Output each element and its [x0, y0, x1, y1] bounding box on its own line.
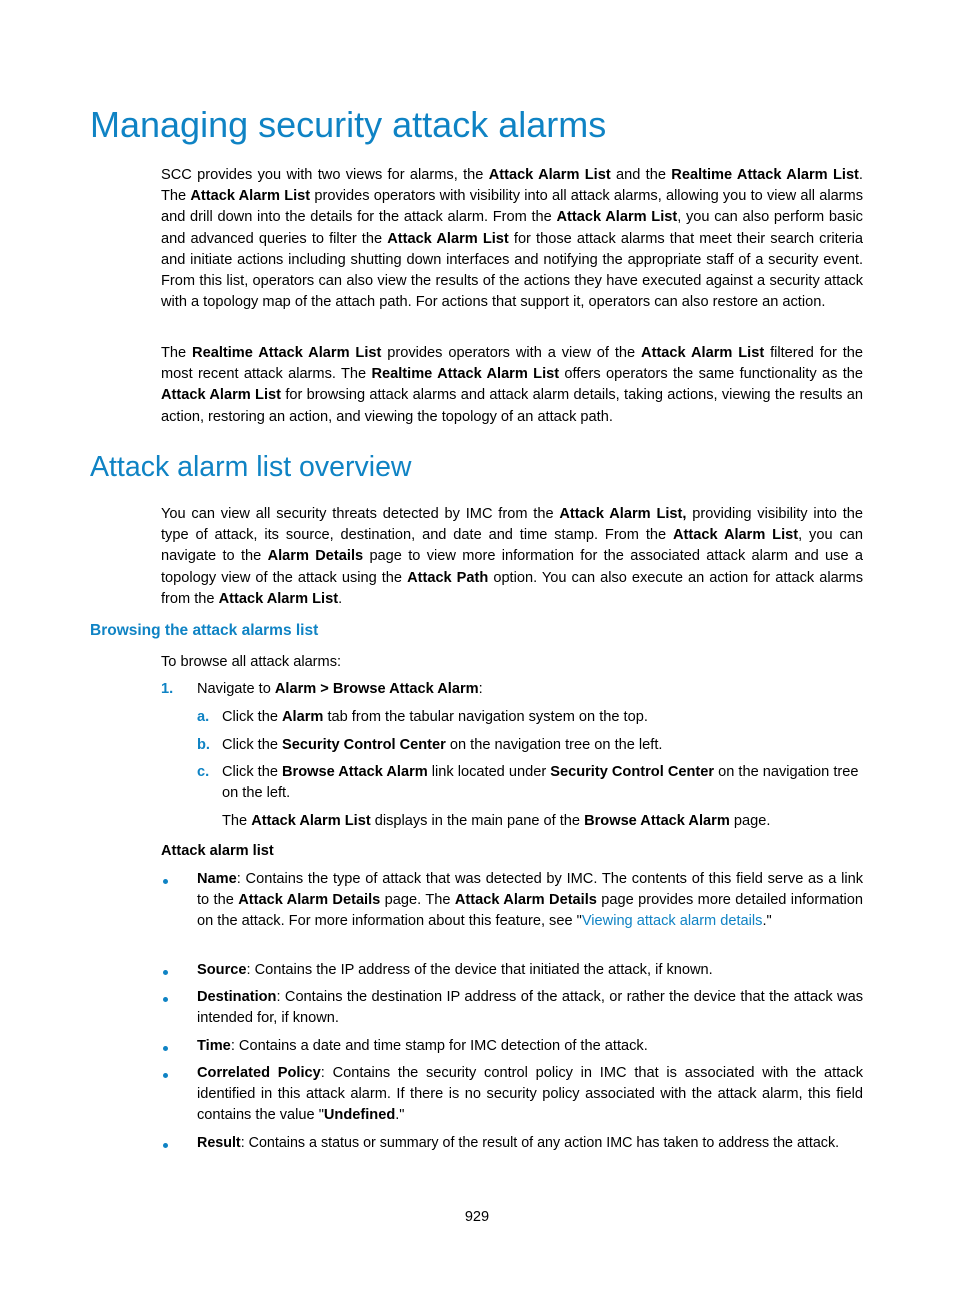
bold-term: Security Control Center — [282, 737, 446, 753]
bold-term: Attack Alarm List, — [559, 506, 687, 522]
bold-term: Attack Alarm List — [190, 188, 311, 205]
text: : Contains the security control policy in IMC that is associated with the attack identified in this attack alarm. If there is no security policy associated with the attack alarm, this field contains the value " — [197, 1065, 863, 1123]
text: page provides more detailed information on the attack. For more information about this feature, see " — [197, 892, 863, 929]
bullet-source — [197, 960, 713, 981]
browse-intro: To browse all attack alarms: — [161, 654, 342, 670]
text: on the navigation tree on the left. — [222, 764, 859, 801]
step-result-text — [222, 811, 770, 832]
bold-term: Undefined — [323, 1107, 396, 1123]
text: The — [222, 813, 252, 829]
bold-term: Attack Alarm List — [673, 527, 799, 544]
text: provides operators with visibility into all attack alarms, allowing you to view all alarms and drill down into the details for the attack alarm. From the — [161, 188, 863, 226]
text: Navigate to — [197, 681, 275, 697]
bold-term: Attack Alarm List — [556, 209, 678, 226]
bullet-name — [197, 869, 863, 932]
bold-term: Time — [197, 1038, 231, 1054]
bold-term: Attack Alarm List — [161, 387, 282, 404]
text: option. You can also execute an action for attack alarms from the — [161, 569, 863, 607]
text: , you can navigate to the — [161, 527, 863, 565]
text: You can view all security threats detected by IMC from the — [161, 506, 560, 522]
text: : Contains the IP address of the device that initiated the attack, if known. — [246, 962, 713, 978]
list-heading: Attack alarm list — [161, 843, 274, 859]
page-number: 929 — [464, 1209, 490, 1225]
bold-term: Alarm Details — [267, 548, 364, 565]
page-title: Managing security attack alarms — [90, 104, 607, 145]
subsection-title: Browsing the attack alarms list — [90, 622, 319, 639]
bullet-icon — [163, 1046, 168, 1051]
text: page. The — [380, 892, 455, 908]
bold-term: Alarm — [282, 709, 324, 725]
text: offers operators the same functionality as the — [559, 366, 863, 383]
text: page to view more information for the associated attack alarm and use a topology view of the attack using the — [161, 548, 863, 586]
text: The — [161, 345, 193, 361]
intro-paragraph-1 — [161, 165, 863, 313]
text: on the navigation tree on the left. — [445, 737, 663, 753]
text: displays in the main pane of the — [370, 813, 585, 829]
bold-term: Name — [197, 871, 237, 887]
bold-term: Attack Alarm List — [387, 230, 509, 247]
step-c-letter: c. — [197, 764, 210, 780]
bold-term: Attack Alarm Details — [454, 892, 597, 908]
text: Click the — [222, 764, 283, 780]
bold-term: Alarm > Browse Attack Alarm — [274, 681, 479, 697]
intro-paragraph-2 — [161, 343, 863, 428]
step-c-text — [222, 762, 863, 804]
bullet-icon — [163, 1143, 168, 1148]
bold-term: Realtime Attack Alarm List — [671, 167, 859, 183]
bullet-icon — [163, 997, 168, 1002]
bold-term: Browse Attack Alarm — [584, 813, 730, 829]
text: , you can also perform basic and advanced queries to filter the — [161, 209, 863, 247]
bullet-icon — [163, 1073, 168, 1078]
text: for browsing attack alarms and attack alarm details, taking actions, viewing the results an action, restoring an action, and viewing the topology of an attack path. — [161, 387, 863, 425]
bold-term: Realtime Attack Alarm List — [192, 345, 382, 361]
text: link located under — [427, 764, 551, 780]
bold-term: Attack Alarm List — [218, 590, 339, 607]
step-b-letter: b. — [197, 737, 210, 753]
bold-term: Result — [197, 1135, 241, 1151]
step-1-number: 1. — [161, 681, 174, 697]
bold-term: Correlated Policy — [197, 1065, 321, 1081]
bold-term: Attack Path — [407, 569, 489, 586]
bold-term: Attack Alarm List — [488, 167, 611, 183]
bullet-destination — [197, 987, 863, 1029]
step-a-text — [222, 707, 648, 728]
text: : Contains a status or summary of the result of any action IMC has taken to address the attack. — [240, 1135, 840, 1151]
text: page. — [729, 813, 771, 829]
text: : Contains a date and time stamp for IMC detection of the attack. — [230, 1038, 648, 1054]
text: provides operators with a view of the — [381, 345, 642, 361]
bullet-result — [197, 1133, 839, 1154]
text: : — [478, 681, 483, 697]
text: ." — [395, 1107, 405, 1123]
bold-term: Attack Alarm List — [641, 345, 765, 361]
text: tab from the tabular navigation system on the top. — [323, 709, 648, 725]
bold-term: Realtime Attack Alarm List — [371, 366, 560, 383]
text: for those attack alarms that meet their search criteria and initiate actions including shutting down interfaces and notifying the appropriate staff of a security event. From this list, operators can also view the results of the actions they have executed against a security attack with a topology map of the attach path. For actions that support it, operators can also restore an action. — [161, 230, 863, 311]
text: : Contains the destination IP address of the attack, or rather the device that the attack was intended for, if known. — [197, 989, 863, 1026]
text: Click the — [222, 737, 283, 753]
step-1-text — [197, 679, 483, 700]
overview-paragraph — [161, 504, 863, 610]
text: : Contains the type of attack that was detected by IMC. The contents of this field serve as a link to the — [197, 871, 863, 908]
bold-term: Browse Attack Alarm — [282, 764, 428, 780]
bullet-time — [197, 1036, 648, 1057]
bold-term: Security Control Center — [550, 764, 715, 780]
bold-term: Attack Alarm List — [251, 813, 371, 829]
text: Click the — [222, 709, 283, 725]
text: SCC provides you with two views for alarms, the — [161, 167, 489, 183]
text: . The — [161, 167, 863, 205]
step-a-letter: a. — [197, 709, 210, 725]
bold-term: Attack Alarm Details — [238, 892, 381, 908]
bullet-correlated-policy — [197, 1063, 863, 1126]
text: providing visibility into the type of attack, its source, destination, and date and time stamp. From the — [161, 506, 864, 544]
bullet-icon — [163, 879, 168, 884]
section-title: Attack alarm list overview — [90, 451, 412, 483]
viewing-attack-alarm-details-link[interactable]: Viewing attack alarm details — [581, 913, 763, 929]
step-b-text — [222, 735, 662, 756]
text: and the — [610, 167, 672, 183]
bold-term: Source — [197, 962, 247, 978]
text: ." — [762, 913, 772, 929]
bullet-icon — [163, 970, 168, 975]
bold-term: Destination — [197, 989, 277, 1005]
text: filtered for the most recent attack alarms. The — [161, 345, 863, 383]
text: . — [338, 590, 343, 607]
